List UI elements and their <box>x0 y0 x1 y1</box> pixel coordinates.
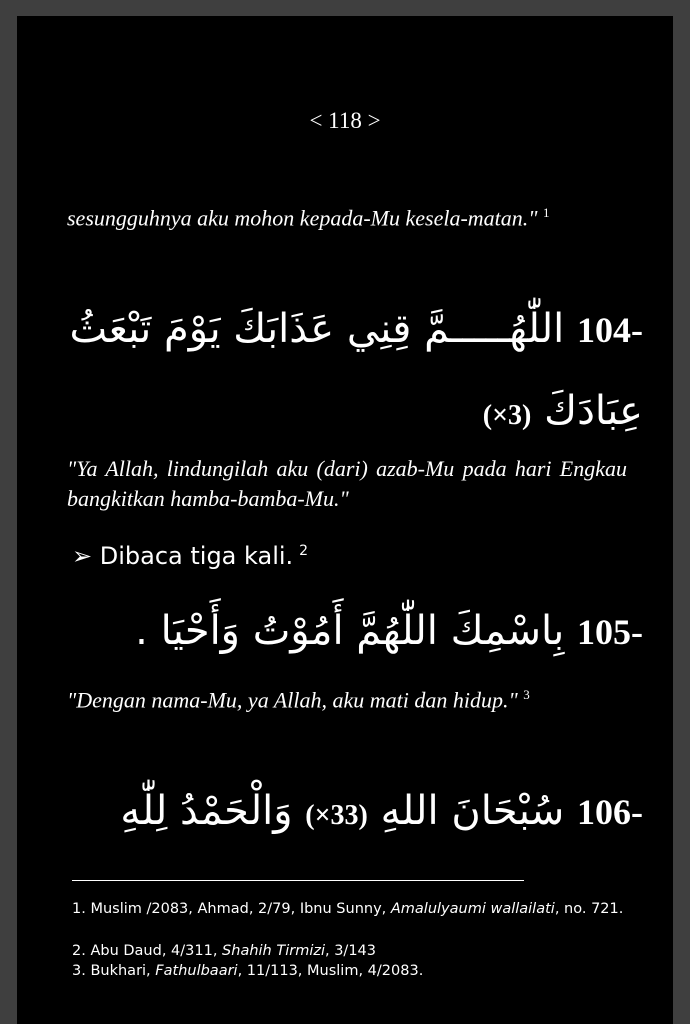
footnote-text: , no. 721. <box>554 901 624 917</box>
note-text: ➢ Dibaca tiga kali. <box>72 542 294 570</box>
footnote-text: Muslim /2083, Ahmad, 2/79, Ibnu Sunny, <box>90 901 391 917</box>
footnote-divider <box>72 880 524 881</box>
footnote-number: 2 <box>72 943 82 959</box>
footnote-ref: 2 <box>299 543 309 559</box>
dua-106 <box>47 788 643 834</box>
footnote-text: , 3/143 <box>324 943 376 959</box>
dua-105 <box>47 608 643 654</box>
dua-104-line1 <box>47 306 643 352</box>
instruction-note <box>72 542 308 570</box>
footnote-3: 3. Bukhari, Fathulbaari, 11/113, Muslim, 4/2083. <box>72 963 424 979</box>
footnote-ref: 1 <box>543 205 550 220</box>
footnote-1: 1. Muslim /2083, Ahmad, 2/79, Ibnu Sunny, Amalulyaumi wallailati, no. 721. <box>72 901 624 917</box>
footnote-ref: 3 <box>523 687 530 702</box>
book-page <box>17 16 673 1024</box>
dua-number: 104- <box>577 310 643 350</box>
dua-number: 106- <box>577 792 643 832</box>
translation-104: "Ya Allah, lindungilah aku (dari) azab-Mu pada hari Engkau bangkitkan hamba-bamba-Mu." <box>67 456 627 511</box>
translation-105 <box>67 680 627 715</box>
translation-text: sesungguhnya aku mohon kepada-Mu kesela-matan." <box>67 205 538 231</box>
page-number: < 118 > <box>309 108 381 133</box>
footnote-title: Amalulyaumi wallailati <box>390 901 555 917</box>
footnote-text: , 11/113, Muslim, 4/2083. <box>237 963 424 979</box>
arabic-text: عِبَادَكَ <box>544 388 643 434</box>
dua-number: 105- <box>577 612 643 652</box>
footnote-number: 3 <box>72 963 82 979</box>
arabic-text: وَالْحَمْدُ لِلّٰهِ <box>120 788 293 834</box>
dua-104-line2 <box>47 388 643 434</box>
translation-text: "Dengan nama-Mu, ya Allah, aku mati dan hidup." <box>67 687 518 713</box>
repeat-count: (×33) <box>305 800 368 831</box>
translation-103-end <box>67 198 627 233</box>
footnote-title: Fathulbaari <box>155 963 238 979</box>
arabic-text: سُبْحَانَ اللهِ <box>380 788 565 834</box>
footnote-text: Abu Daud, 4/311, <box>90 943 223 959</box>
footnote-text: Bukhari, <box>90 963 156 979</box>
top-border <box>0 0 690 16</box>
footnote-title: Shahih Tirmizi <box>222 943 325 959</box>
repeat-count: (×3) <box>482 400 532 431</box>
footnote-2: 2. Abu Daud, 4/311, Shahih Tirmizi, 3/143 <box>72 943 376 959</box>
arabic-text: اللّٰهُـــــمَّ قِنِي عَذَابَكَ يَوْمَ تَبْعَثُ <box>69 306 565 352</box>
arabic-text: بِاسْمِكَ اللّٰهُمَّ أَمُوْتُ وَأَحْيَا . <box>135 608 565 654</box>
footnote-number: 1 <box>72 901 82 917</box>
